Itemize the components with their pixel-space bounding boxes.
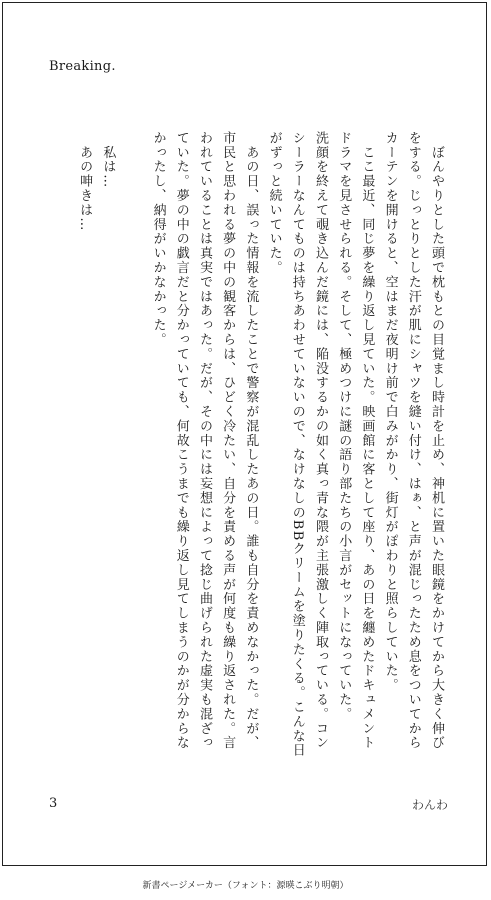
paragraph-5: 私は… bbox=[100, 131, 116, 189]
paragraph-4: あの日、誤った情報を流したことで警察が混乱したあの日。誰も自分を責めなかった。だが、市民と思われる夢の中の観客からは、ひどく冷たい、自分を責める声が何度も繰り返された。言われていることは真実ではあった。だが、その中には妄想によって捻じ曲げられた虚実も混ざっていた。夢の中の戯言だと分かっていても、何故こうまでも繰り返し見てしまうのかが分からなかったし、納得がいかなかった。 bbox=[150, 131, 259, 751]
paragraph-3: 洗顔を終えて覗き込んだ鏡には、陥没するかの如く真っ青な隈が主張激しく陣取っている。コンシーラーなんてものは持ちあわせていないので、なけなしのBBクリームを塗りたくる。こんな日がずっと続いていた。 bbox=[266, 131, 328, 758]
author-name: わんわ bbox=[411, 798, 448, 812]
page-number: 3 bbox=[49, 796, 58, 811]
paragraph-6: あの呻きは… bbox=[77, 131, 93, 232]
chapter-title: Breaking. bbox=[49, 59, 116, 74]
paragraph-2: ここ最近、同じ夢を繰り返し見ていた。映画館に客として座り、あの日を纏めたドキュメントドラマを見させられる。そして、極めつけに謎の語り部たちの小言がセットになっていた。 bbox=[336, 131, 375, 751]
paragraph-1: ぼんやりとした頭で枕もとの目覚まし時計を止め、神机に置いた眼鏡をかけてから大きく伸びをする。じっとりとした汗が肌にシャツを縫い付け、はぁ、と声が混じったため息をついてからカーテンを開けると、空はまだ夜明け前で白みがかり、街灯がぽわりと照らしていた。 bbox=[382, 131, 444, 751]
generator-caption: 新書ページメーカー（フォント：源暎こぶり明朝） bbox=[142, 881, 349, 891]
vertical-body-text bbox=[73, 131, 448, 761]
book-page bbox=[2, 2, 487, 866]
